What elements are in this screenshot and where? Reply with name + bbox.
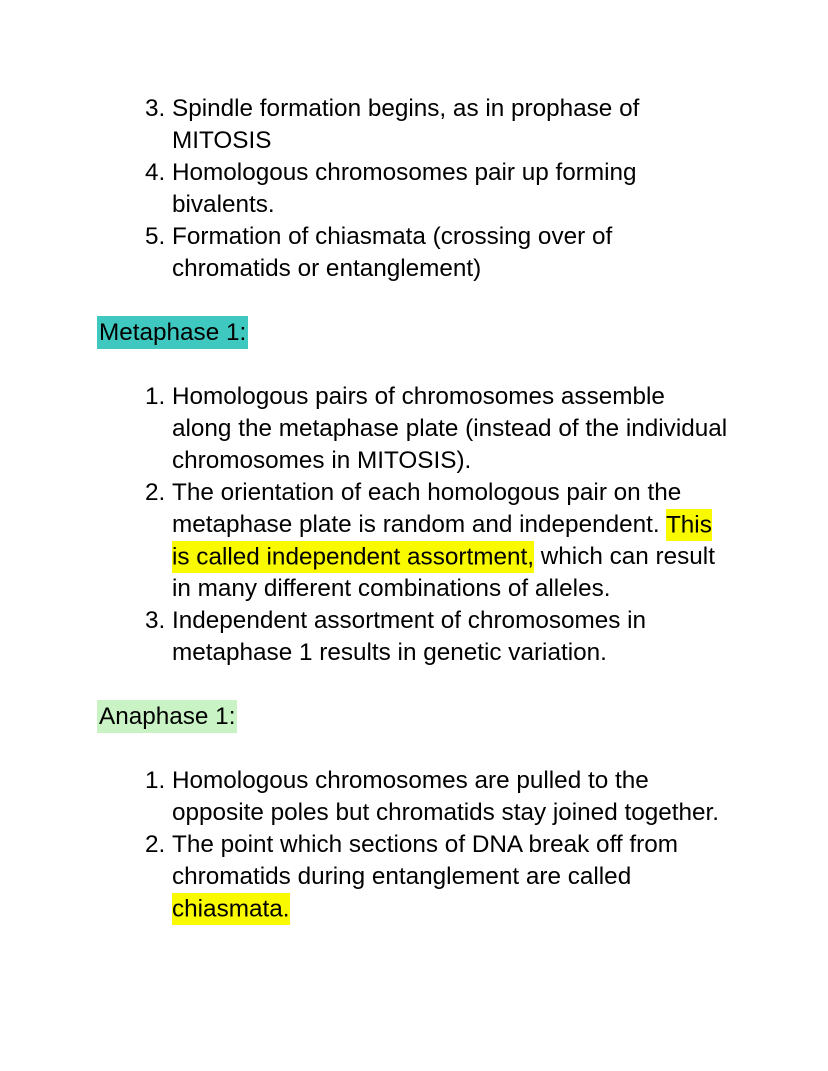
prophase-list <box>145 93 828 285</box>
list-item-number: 4. <box>145 159 166 186</box>
section-heading-metaphase <box>97 317 828 349</box>
list-item-text: Homologous pairs of chromosomes assemble along the metaphase plate (instead of the individual chromosomes in MITOSIS). <box>172 383 728 474</box>
list-item-number: 3. <box>145 95 166 122</box>
plain-text-run: which can result in many different combinations of alleles. <box>172 543 715 602</box>
list-item-number: 3. <box>145 607 166 634</box>
list-item <box>145 477 828 605</box>
list-item-number: 2. <box>145 479 166 506</box>
list-item-text <box>172 477 729 605</box>
list-item-text: Spindle formation begins, as in prophase of MITOSIS <box>172 95 640 154</box>
list-item-text: Formation of chiasmata (crossing over of chromatids or entanglement) <box>172 223 613 282</box>
list-item-number: 5. <box>145 223 166 250</box>
list-item-number: 1. <box>145 383 166 410</box>
plain-text-run: The point which sections of DNA break off from chromatids during entanglement are called <box>172 831 678 890</box>
list-item-number: 1. <box>145 767 166 794</box>
list-item-text: Homologous chromosomes are pulled to the opposite poles but chromatids stay joined together. <box>172 767 720 826</box>
list-item <box>145 221 828 285</box>
list-item <box>145 381 828 477</box>
anaphase-list <box>145 765 828 925</box>
list-item <box>145 829 828 925</box>
list-item <box>145 93 828 157</box>
list-item <box>145 765 828 829</box>
list-item-text: Independent assortment of chromosomes in metaphase 1 results in genetic variation. <box>172 607 647 666</box>
list-item-text <box>172 829 729 925</box>
section-heading-anaphase <box>97 701 828 733</box>
list-item <box>145 605 828 669</box>
teal-highlighted-heading-text: Metaphase 1: <box>97 316 248 349</box>
yellow-highlighted-text: chiasmata. <box>172 893 290 925</box>
metaphase-list <box>145 381 828 669</box>
list-item-text: Homologous chromosomes pair up forming bivalents. <box>172 159 637 218</box>
plain-text-run: The orientation of each homologous pair on the metaphase plate is random and independent. <box>172 479 682 538</box>
yellow-highlighted-text: This is called independent assortment, <box>172 509 712 573</box>
green-highlighted-heading-text: Anaphase 1: <box>97 700 237 733</box>
list-item <box>145 157 828 221</box>
list-item-number: 2. <box>145 831 166 858</box>
